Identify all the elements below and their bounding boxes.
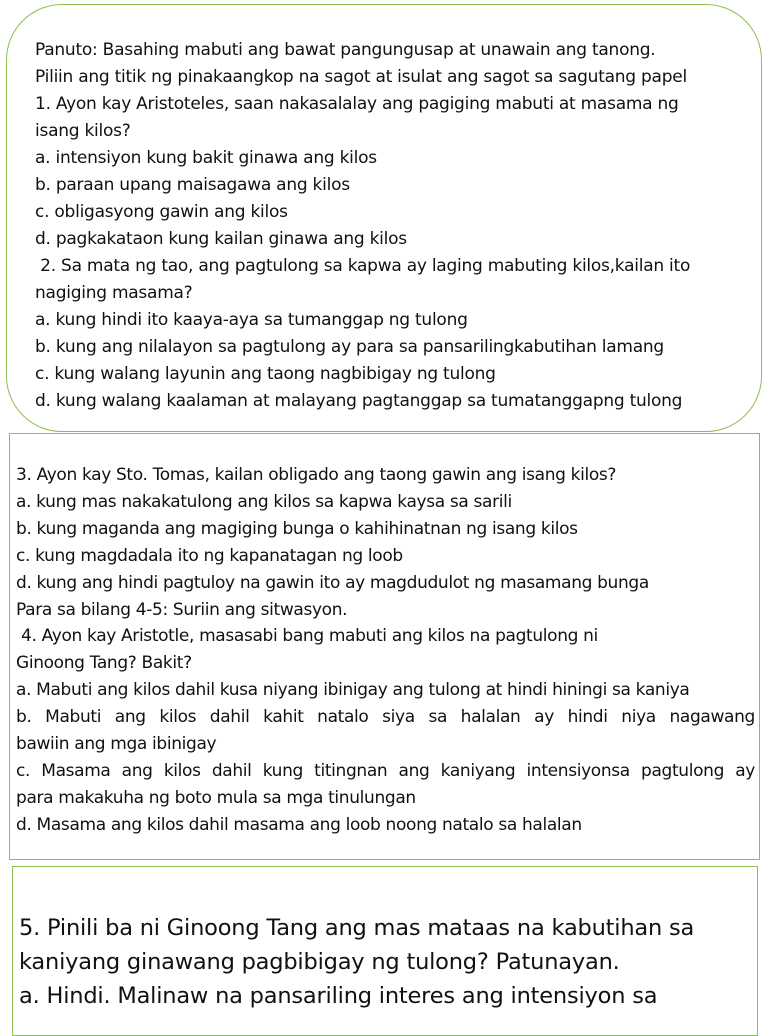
question-4-choice-a: a. Mabuti ang kilos dahil kusa niyang ibinigay ang tulong at hindi hiningi sa kaniya [16, 680, 690, 701]
situation-instruction: Para sa bilang 4-5: Suriin ang sitwasyon. [16, 599, 348, 620]
question-5-text: 5. Pinili ba ni Ginoong Tang ang mas mataas na kabutihan sa [19, 915, 695, 941]
question-2-text-cont: nagiging masama? [35, 283, 193, 303]
question-4-text-cont: Ginoong Tang? Bakit? [16, 653, 192, 674]
question-1-text: 1. Ayon kay Aristoteles, saan nakasalalay ang pagiging mabuti at masama ng [35, 94, 679, 114]
question-2-choice-d: d. kung walang kaalaman at malayang pagtanggap sa tumatanggapng tulong [35, 391, 683, 411]
question-3-choice-b: b. kung maganda ang magiging bunga o kahihinatnan ng isang kilos [16, 518, 578, 539]
question-4-choice-b-cont: bawiin ang mga ibinigay [16, 734, 217, 755]
question-5-text-cont: kaniyang ginawang pagbibigay ng tulong? Patunayan. [19, 949, 620, 975]
question-4-choice-b: b. Mabuti ang kilos dahil kahit natalo siya sa halalan ay hindi niya nagawang [16, 707, 755, 728]
question-5-box [12, 866, 758, 1036]
questions-3-4-box [9, 433, 760, 860]
question-1-text-cont: isang kilos? [35, 121, 131, 141]
question-1-choice-a: a. intensiyon kung bakit ginawa ang kilos [35, 148, 377, 168]
question-2-text: 2. Sa mata ng tao, ang pagtulong sa kapwa ay laging mabuting kilos,kailan ito [35, 256, 691, 276]
question-3-text: 3. Ayon kay Sto. Tomas, kailan obligado ang taong gawin ang isang kilos? [16, 465, 617, 485]
instructions-line-2: Piliin ang titik ng pinakaangkop na sagot at isulat ang sagot sa sagutang papel [35, 67, 687, 87]
question-3-choice-a: a. kung mas nakakatulong ang kilos sa kapwa kaysa sa sarili [16, 491, 512, 512]
question-4-choice-c: c. Masama ang kilos dahil kung titingnan ang kaniyang intensiyonsa pagtulong ay [16, 760, 755, 781]
question-4-choice-c-cont: para makakuha ng boto mula sa mga tinulungan [16, 787, 416, 808]
instructions-questions-1-2-box [6, 4, 762, 432]
question-2-choice-b: b. kung ang nilalayon sa pagtulong ay para sa pansarilingkabutihan lamang [35, 337, 664, 357]
question-1-choice-d: d. pagkakataon kung kailan ginawa ang kilos [35, 229, 407, 249]
question-2-choice-c: c. kung walang layunin ang taong nagbibigay ng tulong [35, 364, 496, 384]
instructions-line-1: Panuto: Basahing mabuti ang bawat pangungusap at unawain ang tanong. [35, 40, 656, 60]
question-1-choice-b: b. paraan upang maisagawa ang kilos [35, 175, 350, 195]
question-5-choice-a: a. Hindi. Malinaw na pansariling interes ang intensiyon sa [19, 983, 658, 1009]
question-4-choice-d: d. Masama ang kilos dahil masama ang loob noong natalo sa halalan [16, 814, 582, 835]
question-3-choice-c: c. kung magdadala ito ng kapanatagan ng loob [16, 545, 403, 566]
question-1-choice-c: c. obligasyong gawin ang kilos [35, 202, 288, 222]
question-2-choice-a: a. kung hindi ito kaaya-aya sa tumanggap ng tulong [35, 310, 468, 330]
question-4-text: 4. Ayon kay Aristotle, masasabi bang mabuti ang kilos na pagtulong ni [16, 626, 598, 647]
question-3-choice-d: d. kung ang hindi pagtuloy na gawin ito ay magdudulot ng masamang bunga [16, 572, 649, 593]
